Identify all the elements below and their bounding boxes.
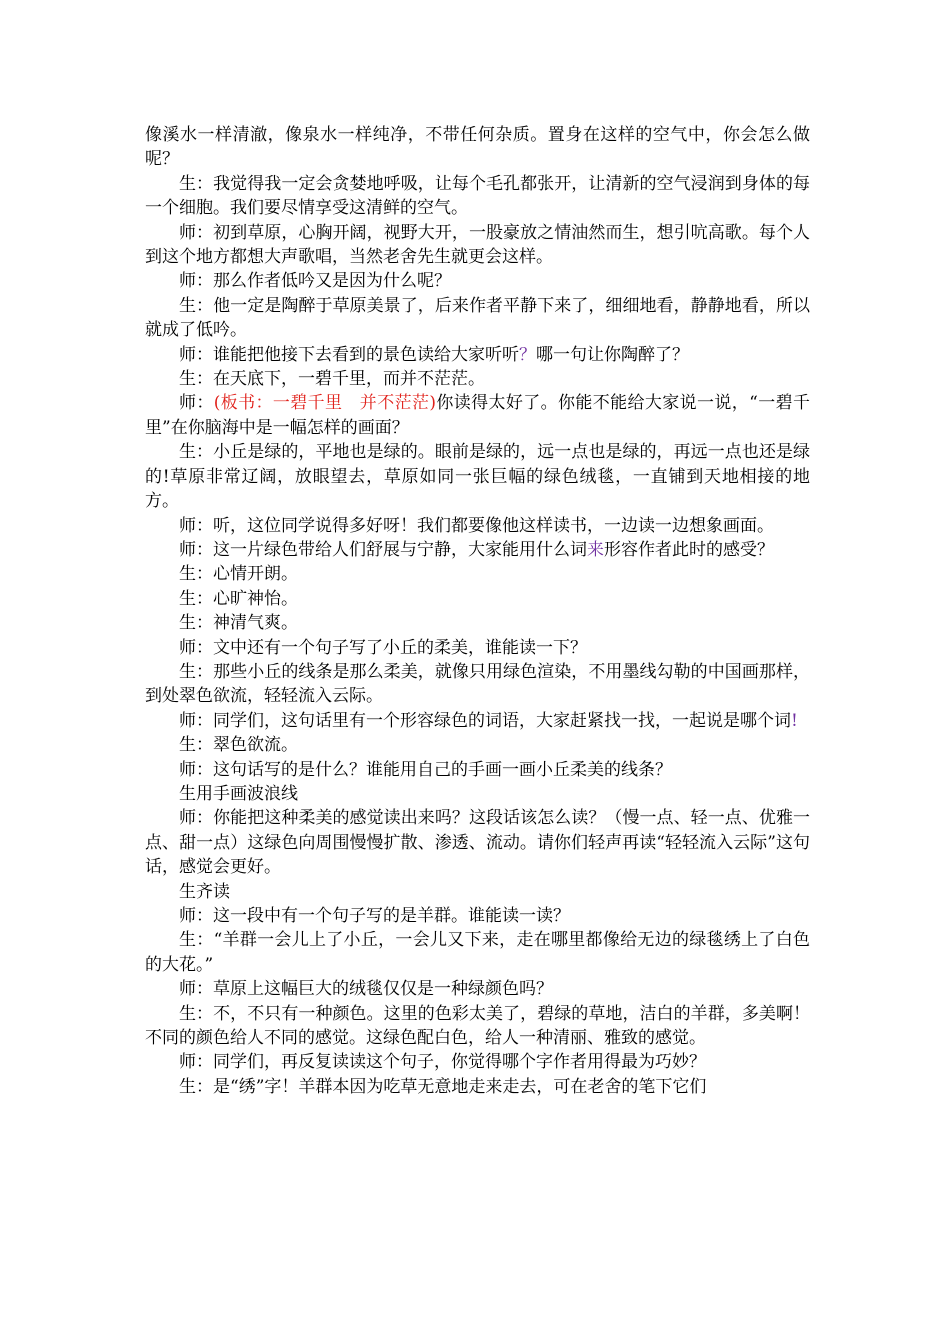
paragraph-text: 师： bbox=[179, 393, 214, 414]
paragraph-teacher: 师：听，这位同学说得多好呀！我们都要像他这样读书，一边读一边想象画面。 bbox=[179, 515, 774, 536]
paragraph-teacher: 师：这句话写的是什么？谁能用自己的手画一画小丘柔美的线条？ bbox=[179, 759, 672, 780]
blackboard-note: (板书：一碧千里 并不茫茫) bbox=[213, 393, 436, 414]
paragraph-continuation: 像溪水一样清澈，像泉水一样纯净，不带任何杂质。置身在这样的空气中，你会怎么做呢？ bbox=[145, 125, 810, 170]
paragraph-teacher: 师：同学们，再反复读读这个句子，你觉得哪个字作者用得最为巧妙？ bbox=[179, 1052, 706, 1073]
paragraph-teacher: 师：你能把这种柔美的感觉读出来吗？这段话该怎么读？（慢一点、轻一点、优雅一点、甜一点）这绿色向周围慢慢扩散、渗透、流动。请你们轻声再读“轻轻流入云际”这句话，感觉会更好。 bbox=[145, 808, 810, 878]
paragraph-student: 生：小丘是绿的，平地也是绿的。眼前是绿的，远一点也是绿的，再远一点也还是绿的!草原非常辽阔，放眼望去，草原如同一张巨幅的绿色绒毯，一直铺到天地相接的地方。 bbox=[145, 442, 810, 512]
paragraph-student: 生：是“绣”字！羊群本因为吃草无意地走来走去，可在老舍的笔下它们 bbox=[179, 1076, 707, 1097]
paragraph-text: 哪一句让你陶醉了？ bbox=[536, 344, 689, 365]
paragraph-teacher bbox=[145, 538, 810, 562]
document-page bbox=[145, 123, 810, 1099]
highlight-text: ! bbox=[791, 710, 798, 731]
paragraph-teacher bbox=[145, 343, 810, 367]
paragraph-activity: 生用手画波浪线 bbox=[179, 783, 298, 804]
paragraph-student: 生：神清气爽。 bbox=[179, 613, 298, 634]
paragraph-teacher: 师：这一段中有一个句子写的是羊群。谁能读一读？ bbox=[179, 906, 570, 926]
paragraph-student: 生：心旷神怡。 bbox=[179, 588, 298, 609]
paragraph-student: 生：那些小丘的线条是那么柔美，就像只用绿色渲染，不用墨线勾勒的中国画那样，到处翠色欲流，轻轻流入云际。 bbox=[145, 661, 810, 707]
paragraph-teacher bbox=[145, 709, 810, 733]
paragraph-teacher: 师：文中还有一个句子写了小丘的柔美，谁能读一下？ bbox=[179, 637, 587, 658]
paragraph-student: 生：我觉得我一定会贪婪地呼吸，让每个毛孔都张开，让清新的空气浸润到身体的每一个细胞。我们要尽情享受这清鲜的空气。 bbox=[145, 173, 810, 219]
paragraph-text: 师：这一片绿色带给人们舒展与宁静，大家能用什么词 bbox=[179, 539, 587, 560]
paragraph-teacher: 师：初到草原，心胸开阔，视野大开，一股豪放之情油然而生，想引吭高歌。每个人到这个地方都想大声歌唱，当然老舍先生就更会这样。 bbox=[145, 222, 810, 268]
paragraph-activity: 生齐读 bbox=[179, 881, 230, 902]
paragraph-student: 生：在天底下，一碧千里，而并不茫茫。 bbox=[179, 369, 485, 390]
paragraph-text: 师：谁能把他接下去看到的景色读给大家听听 bbox=[179, 344, 519, 365]
paragraph-teacher: 师：草原上这幅巨大的绒毯仅仅是一种绿颜色吗？ bbox=[179, 979, 553, 1000]
paragraph-text: 师：同学们，这句话里有一个形容绿色的词语，大家赶紧找一找，一起说是哪个词 bbox=[179, 710, 791, 731]
paragraph-teacher: 师：那么作者低吟又是因为什么呢？ bbox=[179, 271, 451, 292]
paragraph-student: 生：不，不只有一种颜色。这里的色彩太美了，碧绿的草地，洁白的羊群，多美啊！不同的颜色给人不同的感觉。这绿色配白色，给人一种清丽、雅致的感觉。 bbox=[145, 1003, 810, 1049]
highlight-text: 来 bbox=[587, 539, 604, 560]
paragraph-text: 形容作者此时的感受？ bbox=[604, 539, 774, 560]
paragraph-text: 你读得太好了。你能不能给大家说一说，“一碧千里”在你脑海中是一幅怎样的画面？ bbox=[145, 393, 811, 438]
paragraph-teacher bbox=[145, 391, 810, 440]
paragraph-student: 生：翠色欲流。 bbox=[179, 735, 298, 756]
paragraph-student: 生：“羊群一会儿上了小丘，一会儿又下来，走在哪里都像给无边的绿毯绣上了白色的大花。” bbox=[145, 930, 810, 975]
paragraph-student: 生：心情开朗。 bbox=[179, 564, 298, 585]
paragraph-student: 生：他一定是陶醉于草原美景了，后来作者平静下来了，细细地看，静静地看，所以就成了低吟。 bbox=[145, 295, 810, 341]
highlight-text: ？ bbox=[519, 344, 536, 365]
